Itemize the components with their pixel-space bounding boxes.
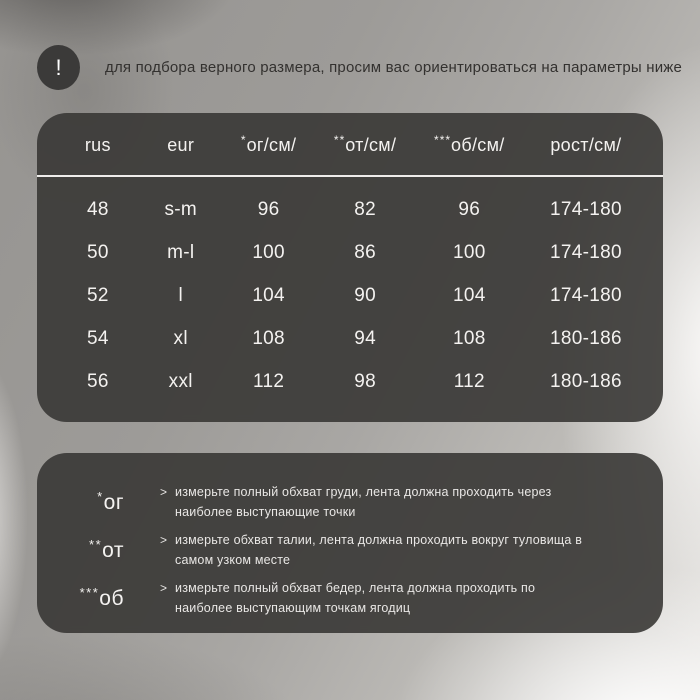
column-header-chest bbox=[223, 133, 315, 156]
legend-stars: *** bbox=[79, 585, 100, 600]
size-table-header-row bbox=[37, 113, 663, 175]
column-label: eur bbox=[167, 134, 195, 155]
table-cell: xxl bbox=[168, 370, 193, 392]
table-cell: l bbox=[178, 284, 183, 306]
table-cell: 90 bbox=[354, 284, 376, 306]
table-cell: 82 bbox=[354, 198, 376, 220]
table-cell: 98 bbox=[354, 370, 376, 392]
table-cell: m-l bbox=[167, 241, 195, 263]
table-cell: 54 bbox=[86, 327, 109, 349]
column-header-height bbox=[523, 133, 649, 156]
table-cell: 56 bbox=[86, 370, 109, 392]
table-cell: 86 bbox=[354, 241, 376, 263]
legend-term bbox=[57, 537, 124, 563]
table-cell: 174-180 bbox=[549, 284, 622, 306]
table-cell: 100 bbox=[252, 241, 285, 263]
table-cell: 94 bbox=[354, 327, 376, 349]
column-header-hips bbox=[416, 133, 523, 156]
column-stars: ** bbox=[333, 132, 346, 147]
legend-description-text: измерьте полный обхват бедер, лента должна проходить по наиболее выступающим точкам ягодиц bbox=[175, 581, 536, 615]
legend-stars: * bbox=[97, 489, 104, 504]
table-cell: 100 bbox=[452, 241, 486, 263]
table-cell: 112 bbox=[253, 370, 285, 392]
legend-description bbox=[160, 482, 589, 522]
legend-item-chest bbox=[57, 482, 643, 522]
table-cell: 108 bbox=[452, 327, 486, 349]
size-table-body bbox=[37, 177, 663, 403]
legend-item-waist bbox=[57, 530, 643, 570]
column-header-rus bbox=[57, 133, 139, 156]
column-label: рост/см/ bbox=[550, 134, 622, 155]
table-cell: 180-186 bbox=[549, 370, 622, 392]
table-cell: 108 bbox=[252, 327, 285, 349]
table-cell: 96 bbox=[257, 198, 280, 220]
exclamation-icon: ! bbox=[37, 45, 80, 90]
column-label: от/см/ bbox=[345, 134, 397, 155]
table-cell: 174-180 bbox=[549, 241, 622, 263]
size-notice bbox=[37, 45, 682, 90]
table-cell: xl bbox=[173, 327, 188, 349]
table-cell: 50 bbox=[86, 241, 109, 263]
table-cell: 112 bbox=[453, 370, 485, 392]
column-stars: *** bbox=[434, 132, 452, 147]
legend-description bbox=[160, 578, 589, 618]
legend-stars: ** bbox=[89, 537, 103, 552]
legend-item-hips bbox=[57, 578, 643, 618]
table-cell: s-m bbox=[164, 198, 197, 220]
table-cell: 96 bbox=[458, 198, 481, 220]
table-cell: 174-180 bbox=[549, 198, 622, 220]
table-cell: 104 bbox=[252, 284, 285, 306]
table-cell: 180-186 bbox=[549, 327, 622, 349]
table-cell: 48 bbox=[86, 198, 109, 220]
legend-description-text: измерьте обхват талии, лента должна проходить вокруг туловища в самом узком месте bbox=[175, 533, 583, 567]
chevron-right-icon: > bbox=[160, 581, 168, 595]
table-cell: 52 bbox=[86, 284, 109, 306]
column-label: rus bbox=[84, 134, 111, 155]
legend-description bbox=[160, 530, 589, 570]
size-table-panel bbox=[37, 113, 663, 422]
column-stars: * bbox=[240, 132, 247, 147]
chevron-right-icon: > bbox=[160, 533, 168, 547]
legend-term bbox=[57, 585, 124, 611]
legend-term-label: от bbox=[102, 539, 124, 562]
legend-term-label: об bbox=[99, 587, 124, 610]
table-cell: 104 bbox=[452, 284, 486, 306]
column-header-eur bbox=[139, 133, 223, 156]
legend-term bbox=[57, 489, 124, 515]
column-label: ог/см/ bbox=[246, 134, 297, 155]
measurement-legend-panel bbox=[37, 453, 663, 633]
legend-description-text: измерьте полный обхват груди, лента должна проходить через наиболее выступающие точки bbox=[175, 485, 552, 519]
chevron-right-icon: > bbox=[160, 485, 168, 499]
notice-text: для подбора верного размера, просим вас ориентироваться на параметры ниже bbox=[105, 59, 683, 76]
legend-term-label: ог bbox=[103, 491, 124, 514]
column-label: об/см/ bbox=[451, 134, 505, 155]
column-header-waist bbox=[315, 133, 416, 156]
